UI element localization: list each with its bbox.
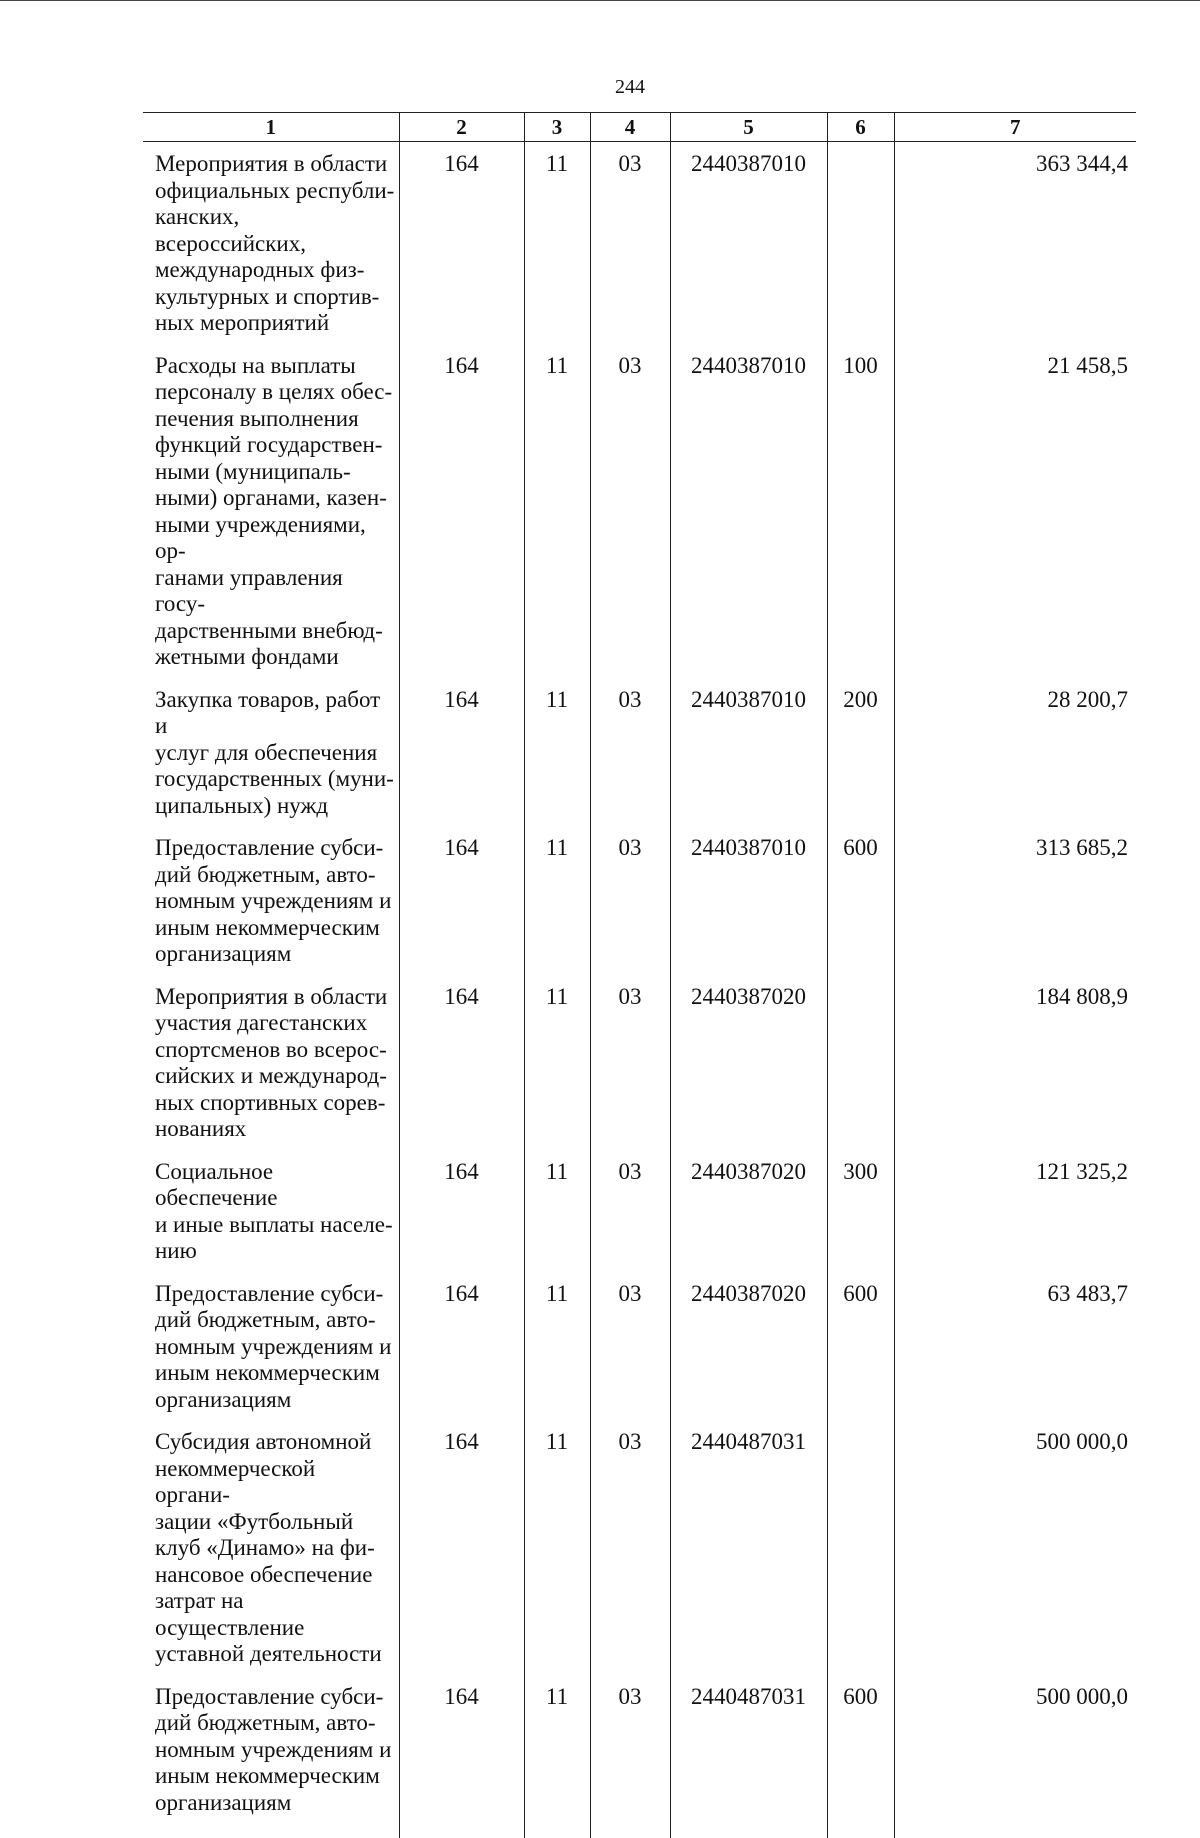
row-name xyxy=(143,1272,399,1421)
cell-code-ministry: 164 xyxy=(399,344,524,678)
page-number: 244 xyxy=(0,76,1200,99)
cell-code-expense-type: 200 xyxy=(827,678,894,827)
cell-code-subsection: 03 xyxy=(590,1675,670,1838)
cell-code-ministry: 164 xyxy=(399,826,524,975)
row-name-line: Предоставление субси- xyxy=(155,1684,395,1711)
header-col-5: 5 xyxy=(670,113,827,142)
row-name-line: нованиях xyxy=(155,1116,395,1143)
cell-amount: 500 000,0 xyxy=(894,1675,1136,1838)
row-name xyxy=(143,1420,399,1675)
row-name-line: номным учреждениям и xyxy=(155,1334,395,1361)
table-row xyxy=(143,1420,1136,1675)
row-name xyxy=(143,1675,399,1838)
row-name xyxy=(143,1150,399,1272)
cell-code-expense-type xyxy=(827,975,894,1150)
cell-code-target-article: 2440387020 xyxy=(670,1150,827,1272)
row-name-line: ных спортивных сорев- xyxy=(155,1090,395,1117)
cell-code-section: 11 xyxy=(524,142,590,344)
top-border-line xyxy=(0,0,1200,1)
cell-code-section: 11 xyxy=(524,826,590,975)
row-name-line: канских, всероссийских, xyxy=(155,204,395,257)
cell-code-subsection: 03 xyxy=(590,142,670,344)
header-col-2: 2 xyxy=(399,113,524,142)
row-name-line: клуб «Динамо» на фи- xyxy=(155,1535,395,1562)
table-header xyxy=(143,113,1136,142)
row-name-line: дий бюджетным, авто- xyxy=(155,862,395,889)
row-name xyxy=(143,975,399,1150)
row-name-line: государственных (муни- xyxy=(155,766,395,793)
cell-code-target-article: 2440387020 xyxy=(670,975,827,1150)
cell-code-subsection: 03 xyxy=(590,344,670,678)
row-name-line: ными (муниципаль- xyxy=(155,459,395,486)
row-name-line: печения выполнения xyxy=(155,406,395,433)
cell-code-target-article: 2440487031 xyxy=(670,1675,827,1838)
row-name-line: персоналу в целях обес- xyxy=(155,379,395,406)
row-name-line: участия дагестанских xyxy=(155,1010,395,1037)
cell-amount: 363 344,4 xyxy=(894,142,1136,344)
cell-code-ministry: 164 xyxy=(399,1420,524,1675)
cell-code-section: 11 xyxy=(524,1675,590,1838)
row-name-line: номным учреждениям и xyxy=(155,1737,395,1764)
cell-code-section: 11 xyxy=(524,1272,590,1421)
cell-code-subsection: 03 xyxy=(590,826,670,975)
row-name-line: иным некоммерческим xyxy=(155,915,395,942)
row-name xyxy=(143,678,399,827)
cell-code-section: 11 xyxy=(524,344,590,678)
cell-amount: 184 808,9 xyxy=(894,975,1136,1150)
cell-code-expense-type xyxy=(827,1420,894,1675)
row-name-line: жетными фондами xyxy=(155,644,395,671)
row-name-line: уставной деятельности xyxy=(155,1641,395,1668)
row-name-line: дий бюджетным, авто- xyxy=(155,1307,395,1334)
header-col-3: 3 xyxy=(524,113,590,142)
row-name-line: зации «Футбольный xyxy=(155,1509,395,1536)
row-name-line: иным некоммерческим xyxy=(155,1360,395,1387)
table-row xyxy=(143,975,1136,1150)
cell-code-section: 11 xyxy=(524,975,590,1150)
cell-code-expense-type: 600 xyxy=(827,1675,894,1838)
row-name-line: дарственными внебюд- xyxy=(155,618,395,645)
row-name-line: Закупка товаров, работ и xyxy=(155,687,395,740)
cell-code-ministry: 164 xyxy=(399,975,524,1150)
row-name-line: нию xyxy=(155,1238,395,1265)
row-name-line: культурных и спортив- xyxy=(155,284,395,311)
row-name-line: организациям xyxy=(155,1790,395,1817)
row-name-line: некоммерческой органи- xyxy=(155,1456,395,1509)
cell-amount: 21 458,5 xyxy=(894,344,1136,678)
cell-code-target-article: 2440387010 xyxy=(670,826,827,975)
cell-code-expense-type xyxy=(827,142,894,344)
row-name-line: сийских и международ- xyxy=(155,1063,395,1090)
table-row xyxy=(143,1675,1136,1838)
cell-code-subsection: 03 xyxy=(590,1150,670,1272)
cell-amount: 121 325,2 xyxy=(894,1150,1136,1272)
cell-amount: 313 685,2 xyxy=(894,826,1136,975)
row-name-line: Мероприятия в области xyxy=(155,151,395,178)
budget-table xyxy=(143,112,1136,1838)
table-row xyxy=(143,678,1136,827)
row-name-line: организациям xyxy=(155,941,395,968)
cell-code-ministry: 164 xyxy=(399,1272,524,1421)
cell-amount: 28 200,7 xyxy=(894,678,1136,827)
cell-code-target-article: 2440487031 xyxy=(670,1420,827,1675)
cell-code-subsection: 03 xyxy=(590,1272,670,1421)
header-col-6: 6 xyxy=(827,113,894,142)
cell-code-ministry: 164 xyxy=(399,1150,524,1272)
cell-code-ministry: 164 xyxy=(399,678,524,827)
table-row xyxy=(143,1150,1136,1272)
cell-amount: 63 483,7 xyxy=(894,1272,1136,1421)
row-name-line: международных физ- xyxy=(155,257,395,284)
cell-code-target-article: 2440387010 xyxy=(670,344,827,678)
cell-code-target-article: 2440387010 xyxy=(670,142,827,344)
row-name-line: Мероприятия в области xyxy=(155,984,395,1011)
table-row xyxy=(143,142,1136,344)
table-row xyxy=(143,344,1136,678)
row-name-line: услуг для обеспечения xyxy=(155,740,395,767)
table-row xyxy=(143,826,1136,975)
cell-code-expense-type: 100 xyxy=(827,344,894,678)
row-name-line: затрат на осуществление xyxy=(155,1588,395,1641)
row-name xyxy=(143,826,399,975)
row-name-line: функций государствен- xyxy=(155,432,395,459)
cell-code-section: 11 xyxy=(524,1420,590,1675)
row-name-line: ных мероприятий xyxy=(155,310,395,337)
row-name-line: Социальное обеспечение xyxy=(155,1159,395,1212)
cell-code-target-article: 2440387020 xyxy=(670,1272,827,1421)
cell-amount: 500 000,0 xyxy=(894,1420,1136,1675)
table-header-row xyxy=(143,113,1136,142)
row-name xyxy=(143,344,399,678)
header-col-7: 7 xyxy=(894,113,1136,142)
row-name-line: и иные выплаты населе- xyxy=(155,1212,395,1239)
header-col-1: 1 xyxy=(143,113,399,142)
row-name-line: ными) органами, казен- xyxy=(155,485,395,512)
table-row xyxy=(143,1272,1136,1421)
cell-code-ministry: 164 xyxy=(399,142,524,344)
row-name-line: ными учреждениями, ор- xyxy=(155,512,395,565)
header-col-4: 4 xyxy=(590,113,670,142)
row-name xyxy=(143,142,399,344)
cell-code-target-article: 2440387010 xyxy=(670,678,827,827)
cell-code-expense-type: 300 xyxy=(827,1150,894,1272)
cell-code-subsection: 03 xyxy=(590,1420,670,1675)
cell-code-subsection: 03 xyxy=(590,678,670,827)
cell-code-expense-type: 600 xyxy=(827,1272,894,1421)
table-body xyxy=(143,142,1136,1838)
cell-code-section: 11 xyxy=(524,1150,590,1272)
cell-code-section: 11 xyxy=(524,678,590,827)
cell-code-expense-type: 600 xyxy=(827,826,894,975)
row-name-line: Предоставление субси- xyxy=(155,835,395,862)
row-name-line: нансовое обеспечение xyxy=(155,1562,395,1589)
row-name-line: Расходы на выплаты xyxy=(155,353,395,380)
cell-code-subsection: 03 xyxy=(590,975,670,1150)
row-name-line: Субсидия автономной xyxy=(155,1429,395,1456)
cell-code-ministry: 164 xyxy=(399,1675,524,1838)
row-name-line: номным учреждениям и xyxy=(155,888,395,915)
row-name-line: ципальных) нужд xyxy=(155,793,395,820)
row-name-line: ганами управления госу- xyxy=(155,565,395,618)
row-name-line: официальных республи- xyxy=(155,178,395,205)
row-name-line: спортсменов во всерос- xyxy=(155,1037,395,1064)
row-name-line: Предоставление субси- xyxy=(155,1281,395,1308)
row-name-line: организациям xyxy=(155,1387,395,1414)
row-name-line: иным некоммерческим xyxy=(155,1763,395,1790)
row-name-line: дий бюджетным, авто- xyxy=(155,1710,395,1737)
